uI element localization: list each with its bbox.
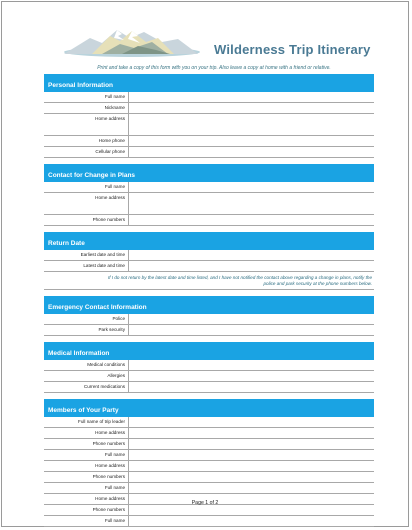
section-heading: Emergency Contact Information xyxy=(44,296,374,314)
mountain-landscape-icon xyxy=(62,24,200,58)
form-row xyxy=(44,261,374,272)
form-row xyxy=(44,182,374,193)
field-label: Home address xyxy=(44,193,129,214)
form-row xyxy=(44,428,374,439)
field-value[interactable] xyxy=(129,516,374,526)
field-label: Home address xyxy=(44,461,129,471)
intro-text: Print and take a copy of this form with you on your trip. Also leave a copy at home with a friend or relative. xyxy=(97,65,331,71)
form-row xyxy=(44,314,374,325)
form-row xyxy=(44,450,374,461)
field-value[interactable] xyxy=(129,92,374,102)
field-value[interactable] xyxy=(129,417,374,427)
field-value[interactable] xyxy=(129,325,374,335)
field-value[interactable] xyxy=(129,450,374,460)
form-row xyxy=(44,505,374,516)
field-label: Nickname xyxy=(44,103,129,113)
section-heading: Medical Information xyxy=(44,342,374,360)
field-value[interactable] xyxy=(129,483,374,493)
form-section xyxy=(44,232,374,290)
form-row xyxy=(44,215,374,226)
section-heading: Contact for Change in Plans xyxy=(44,164,374,182)
field-label: Cellular phone xyxy=(44,147,129,157)
form-row xyxy=(44,483,374,494)
field-value[interactable] xyxy=(129,193,374,214)
section-heading: Return Date xyxy=(44,232,374,250)
page-number: Page 1 of 2 xyxy=(191,500,219,506)
field-value[interactable] xyxy=(129,147,374,157)
field-label: Allergies xyxy=(44,371,129,381)
section-heading: Personal Information xyxy=(44,74,374,92)
field-value[interactable] xyxy=(129,439,374,449)
field-label: Home phone xyxy=(44,136,129,146)
form-row xyxy=(44,92,374,103)
page-title: Wilderness Trip Itinerary xyxy=(214,42,371,57)
form-row xyxy=(44,371,374,382)
form-row xyxy=(44,193,374,215)
field-value[interactable] xyxy=(129,382,374,392)
field-label: Latest date and time xyxy=(44,261,129,271)
field-value[interactable] xyxy=(129,461,374,471)
form-row xyxy=(44,136,374,147)
field-label: Home address xyxy=(44,494,129,504)
field-label: Phone numbers xyxy=(44,439,129,449)
field-value[interactable] xyxy=(129,261,374,271)
form-section xyxy=(44,342,374,393)
form-row xyxy=(44,417,374,428)
form-row xyxy=(44,114,374,136)
section-heading: Members of Your Party xyxy=(44,399,374,417)
field-value[interactable] xyxy=(129,428,374,438)
field-label: Full name xyxy=(44,92,129,102)
itinerary-form xyxy=(44,72,374,527)
field-value[interactable] xyxy=(129,215,374,225)
field-value[interactable] xyxy=(129,114,374,135)
field-label: Phone numbers xyxy=(44,215,129,225)
field-value[interactable] xyxy=(129,136,374,146)
field-label: Full name xyxy=(44,516,129,526)
field-value[interactable] xyxy=(129,103,374,113)
field-label: Full name of trip leader xyxy=(44,417,129,427)
field-label: Phone numbers xyxy=(44,505,129,515)
field-label: Medical conditions xyxy=(44,360,129,370)
form-row xyxy=(44,382,374,393)
form-section xyxy=(44,296,374,336)
document-page xyxy=(1,1,409,527)
field-value[interactable] xyxy=(129,314,374,324)
field-label: Park security xyxy=(44,325,129,335)
form-row xyxy=(44,103,374,114)
field-value[interactable] xyxy=(129,472,374,482)
form-row xyxy=(44,325,374,336)
form-row xyxy=(44,472,374,483)
field-label: Home address xyxy=(44,428,129,438)
field-value[interactable] xyxy=(129,182,374,192)
return-date-note: If I do not return by the latest date and time listed, and I have not notified the contact above regarding a change in plans, notify the police and park security at the phone numbers below. xyxy=(44,272,374,290)
form-section xyxy=(44,399,374,527)
form-row xyxy=(44,439,374,450)
form-row xyxy=(44,147,374,158)
field-label: Current medications xyxy=(44,382,129,392)
field-label: Earliest date and time xyxy=(44,250,129,260)
form-row xyxy=(44,461,374,472)
field-value[interactable] xyxy=(129,505,374,515)
field-value[interactable] xyxy=(129,371,374,381)
field-label: Police xyxy=(44,314,129,324)
field-label: Home address xyxy=(44,114,129,135)
form-row xyxy=(44,516,374,527)
field-label: Full name xyxy=(44,483,129,493)
field-label: Full name xyxy=(44,450,129,460)
field-label: Phone numbers xyxy=(44,472,129,482)
field-label: Full name xyxy=(44,182,129,192)
form-row xyxy=(44,360,374,371)
field-value[interactable] xyxy=(129,250,374,260)
form-row xyxy=(44,250,374,261)
form-section xyxy=(44,74,374,158)
field-value[interactable] xyxy=(129,360,374,370)
form-section xyxy=(44,164,374,226)
